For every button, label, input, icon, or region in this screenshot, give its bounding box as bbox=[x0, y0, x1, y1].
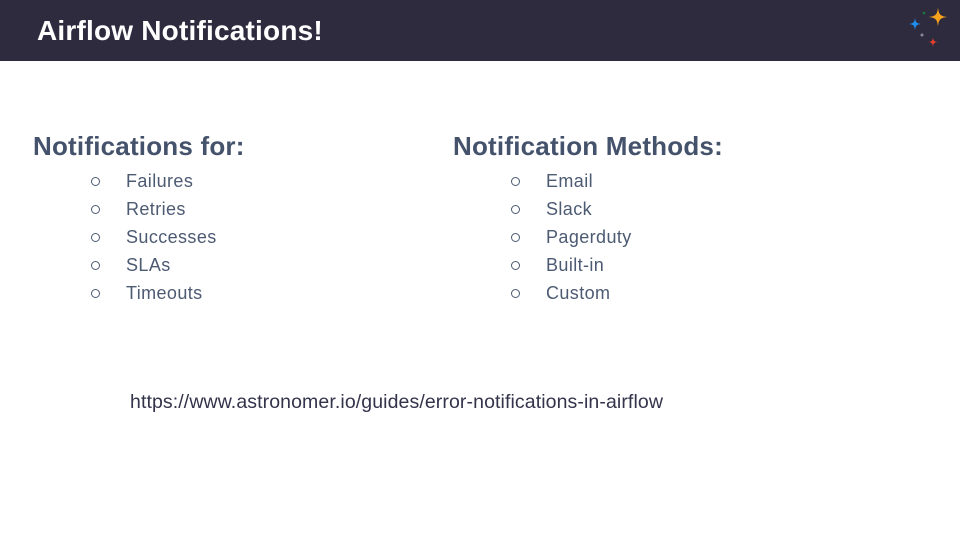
list-item-label: SLAs bbox=[126, 254, 171, 275]
list-item bbox=[453, 279, 853, 307]
list-item bbox=[453, 251, 853, 279]
reference-link[interactable]: https://www.astronomer.io/guides/error-notifications-in-airflow bbox=[130, 391, 664, 413]
list-item bbox=[33, 279, 433, 307]
page-title: Airflow Notifications! bbox=[37, 15, 323, 46]
list-item-label: Slack bbox=[546, 198, 593, 219]
list-item bbox=[453, 167, 853, 195]
circle-bullet-icon bbox=[91, 261, 100, 270]
list-item-label: Custom bbox=[546, 282, 611, 303]
circle-bullet-icon bbox=[91, 177, 100, 186]
list-item bbox=[453, 223, 853, 251]
list-item-label: Successes bbox=[126, 226, 217, 247]
sparkles-icon bbox=[903, 0, 955, 52]
column-heading-notification-methods: Notification Methods: bbox=[453, 131, 723, 161]
list-item-label: Pagerduty bbox=[546, 226, 632, 247]
circle-bullet-icon bbox=[91, 289, 100, 298]
circle-bullet-icon bbox=[91, 205, 100, 214]
circle-bullet-icon bbox=[91, 233, 100, 242]
circle-bullet-icon bbox=[511, 289, 520, 298]
list-item-label: Failures bbox=[126, 170, 194, 191]
list-item bbox=[453, 195, 853, 223]
notifications-for-column bbox=[33, 133, 433, 307]
circle-bullet-icon bbox=[511, 205, 520, 214]
list-item bbox=[33, 251, 433, 279]
notification-methods-column bbox=[453, 133, 853, 307]
circle-bullet-icon bbox=[511, 233, 520, 242]
list-item bbox=[33, 167, 433, 195]
column-heading-notifications-for: Notifications for: bbox=[33, 131, 245, 161]
slide-header bbox=[0, 0, 960, 61]
list-item-label: Timeouts bbox=[126, 282, 203, 303]
circle-bullet-icon bbox=[511, 177, 520, 186]
notification-methods-list bbox=[453, 167, 853, 307]
list-item bbox=[33, 223, 433, 251]
circle-bullet-icon bbox=[511, 261, 520, 270]
list-item bbox=[33, 195, 433, 223]
list-item-label: Retries bbox=[126, 198, 186, 219]
list-item-label: Built-in bbox=[546, 254, 605, 275]
list-item-label: Email bbox=[546, 170, 594, 191]
notifications-for-list bbox=[33, 167, 433, 307]
